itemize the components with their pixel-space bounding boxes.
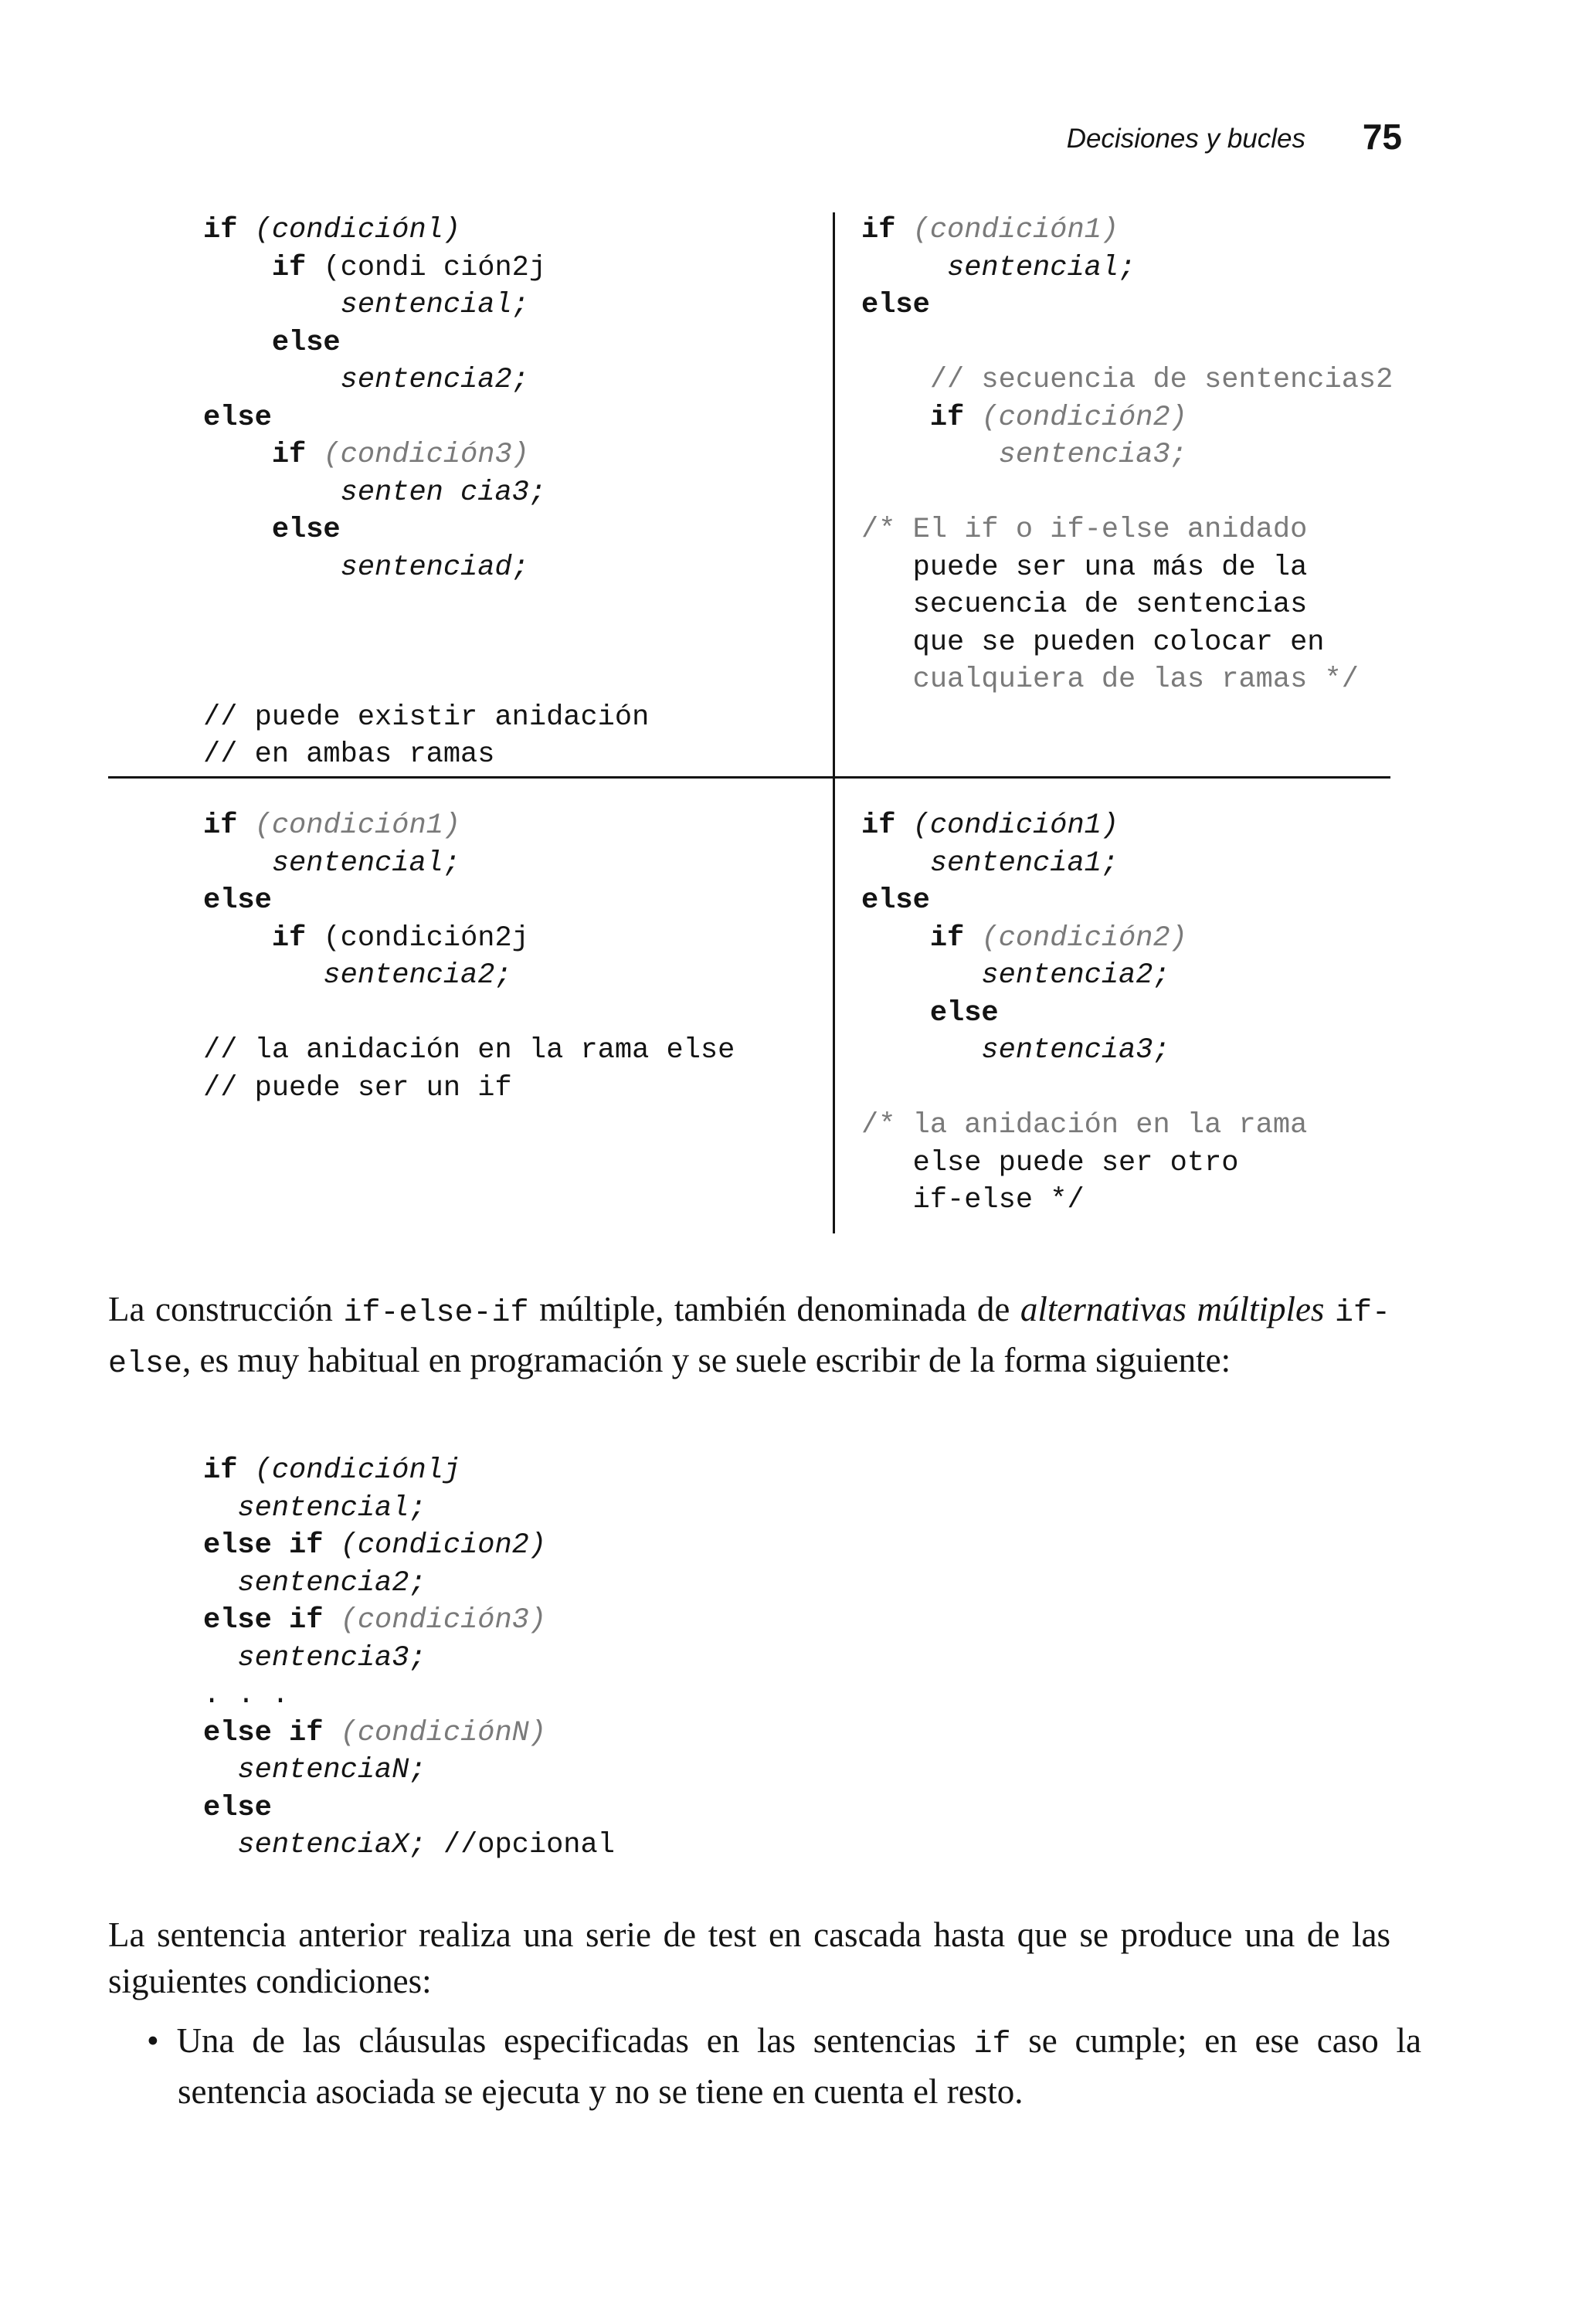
code-token: cualquiera de las ramas */: [861, 663, 1359, 696]
code-line: [203, 845, 735, 883]
code-line: [861, 1107, 1307, 1145]
code-token: // puede existir anidación: [203, 701, 650, 734]
bullet-item: [147, 2017, 1421, 2115]
code-token: sentencia2;: [203, 364, 529, 396]
code-token: //opcional: [443, 1829, 615, 1861]
code-token: sentencial;: [203, 1491, 426, 1525]
code-token: sentenciad;: [203, 551, 529, 584]
code-token: if: [861, 214, 913, 246]
code-token: (condición1): [912, 214, 1119, 246]
code-token: /* El if o if-else anidado: [861, 514, 1308, 546]
code-token: else: [203, 401, 272, 434]
code-token: (condición2): [981, 921, 1187, 955]
code-line: [203, 1070, 735, 1108]
code-token: else if: [203, 1716, 341, 1749]
code-line: [203, 624, 649, 662]
code-token: (condición3): [340, 1604, 547, 1637]
code-token: (condición2j: [323, 921, 529, 955]
text-run: La construcción: [108, 1290, 344, 1328]
code-token: else if: [203, 1604, 341, 1637]
code-token: . . .: [203, 1679, 290, 1712]
inline-code: if: [973, 2027, 1011, 2062]
code-token: /* la anidación en la rama: [861, 1109, 1308, 1142]
code-line: [861, 1145, 1307, 1182]
code-line: [861, 212, 1393, 249]
code-token: senten cia3;: [203, 476, 547, 509]
code-line: [861, 1032, 1307, 1070]
running-title: Decisiones y bucles: [1066, 124, 1305, 154]
code-line: [861, 436, 1393, 474]
code-line: [861, 474, 1393, 512]
inline-code: if-else: [108, 1296, 1391, 1382]
code-token: if: [203, 439, 324, 471]
code-token: else if: [203, 1529, 341, 1562]
code-token: que se pueden colocar en: [861, 626, 1325, 659]
code-line: [861, 399, 1393, 437]
inline-code: if-else-if: [343, 1296, 529, 1331]
code-token: sentencial;: [861, 251, 1136, 284]
code-token: (condición2): [981, 401, 1187, 434]
code-token: else: [203, 514, 341, 546]
code-line: [203, 361, 649, 399]
code-token: if: [203, 251, 324, 284]
code-token: sentencia2;: [203, 959, 512, 992]
code-cell-bottom-left: [203, 807, 735, 1107]
code-line: [861, 287, 1393, 324]
code-line: [861, 995, 1307, 1033]
code-line: [861, 624, 1393, 662]
code-line: [203, 474, 649, 512]
emphasis: alternativas múltiples: [1020, 1290, 1325, 1328]
code-line: [203, 1602, 615, 1640]
code-line: [861, 845, 1307, 883]
paragraph-if-else-if: [108, 1286, 1390, 1388]
code-line: [203, 1640, 615, 1678]
code-token: else: [203, 326, 341, 359]
code-token: (condiciónl): [254, 214, 461, 246]
code-line: [203, 287, 649, 324]
code-line: [203, 1827, 615, 1864]
code-line: [203, 511, 649, 549]
code-line: [203, 661, 649, 699]
code-line: [861, 661, 1393, 699]
text-run: [1324, 1290, 1335, 1328]
code-token: sentenciaN;: [203, 1754, 426, 1786]
code-line: [203, 1452, 615, 1490]
code-line: [203, 699, 649, 737]
code-token: if: [203, 1454, 255, 1487]
paragraph-cascade: La sentencia anterior realiza una serie de test en cascada hasta que se produce una de las siguientes condiciones:: [108, 1915, 1390, 2000]
code-line: [203, 324, 649, 362]
code-line: [861, 957, 1307, 995]
code-token: (condición3): [323, 439, 529, 471]
code-token: else: [861, 884, 930, 917]
code-line: [203, 436, 649, 474]
code-token: if: [861, 921, 982, 955]
text-run: Una de las cláusulas especificadas en las sentencias: [176, 2021, 974, 2060]
code-line: [203, 399, 649, 437]
code-token: sentencia1;: [861, 846, 1119, 880]
code-token: // secuencia de sentencias2: [861, 364, 1394, 396]
code-line: [203, 882, 735, 920]
code-line: [861, 511, 1393, 549]
code-line: [203, 807, 735, 845]
code-line: [861, 549, 1393, 587]
code-line: [203, 736, 649, 774]
code-token: if-else */: [861, 1184, 1085, 1216]
code-token: else: [861, 289, 930, 321]
code-line: [861, 361, 1393, 399]
code-line: [861, 807, 1307, 845]
code-line: [203, 249, 649, 287]
code-token: if: [203, 214, 255, 246]
code-line: [861, 249, 1393, 287]
code-line: [203, 212, 649, 249]
code-cell-top-left: [203, 212, 649, 774]
code-line: [203, 957, 735, 995]
code-line: [861, 920, 1307, 958]
code-line: [203, 995, 735, 1033]
code-token: if: [861, 401, 982, 434]
code-token: (condi ción2j: [323, 251, 547, 284]
code-token: else: [203, 884, 272, 917]
code-token: // la anidación en la rama else: [203, 1034, 735, 1067]
code-cell-bottom-right: [861, 807, 1307, 1220]
code-token: sentencia3;: [861, 439, 1187, 471]
code-line: [203, 1032, 735, 1070]
code-line: [861, 1182, 1307, 1220]
text-run: , es muy habitual en programación y se suele escribir de la forma siguiente:: [182, 1341, 1231, 1379]
table-vertical-divider: [833, 212, 835, 1233]
code-token: (condicion2): [340, 1529, 547, 1562]
code-line: [203, 1715, 615, 1752]
code-line: [203, 1790, 615, 1827]
text-run: se cumple; en ese caso la sentencia asociada se ejecuta y no se tiene en cuenta el resto.: [178, 2021, 1422, 2111]
code-line: [203, 1527, 615, 1565]
code-line: [861, 1070, 1307, 1108]
code-token: else: [861, 996, 999, 1030]
page-number: 75: [1362, 117, 1402, 157]
code-token: (condiciónlj: [254, 1454, 461, 1487]
code-line: [861, 882, 1307, 920]
code-line: [203, 1752, 615, 1790]
code-line: [203, 1677, 615, 1715]
code-token: if: [203, 809, 255, 842]
code-token: sentenciaX;: [203, 1829, 443, 1861]
code-line: [203, 549, 649, 587]
code-token: // en ambas ramas: [203, 738, 495, 771]
code-token: else puede ser otro: [861, 1146, 1239, 1179]
bullet-mark: •: [147, 2021, 159, 2060]
code-block-if-else-if: [203, 1452, 615, 1864]
code-cell-top-right: [861, 212, 1393, 699]
code-line: [203, 1565, 615, 1603]
text-run: múltiple, también denominada de: [528, 1290, 1020, 1328]
code-token: (condiciónN): [340, 1716, 547, 1749]
code-line: [203, 920, 735, 958]
code-token: puede ser una más de la: [861, 551, 1308, 584]
code-token: sentencial;: [203, 846, 461, 880]
code-line: [861, 586, 1393, 624]
code-line: [203, 586, 649, 624]
code-token: sentencia2;: [203, 1566, 426, 1600]
code-token: // puede ser un if: [203, 1071, 512, 1104]
code-token: if: [203, 921, 324, 955]
code-line: [861, 324, 1393, 362]
code-token: sentencia2;: [861, 959, 1170, 992]
code-token: (condición1): [912, 809, 1119, 842]
code-line: [203, 1490, 615, 1528]
code-token: if: [861, 809, 913, 842]
code-token: (condición1): [254, 809, 461, 842]
code-token: secuencia de sentencias: [861, 589, 1308, 621]
code-token: sentencia3;: [861, 1034, 1170, 1067]
code-token: sentencial;: [203, 289, 529, 321]
table-horizontal-divider: [108, 776, 1390, 779]
code-token: else: [203, 1791, 272, 1824]
code-token: sentencia3;: [203, 1641, 426, 1674]
